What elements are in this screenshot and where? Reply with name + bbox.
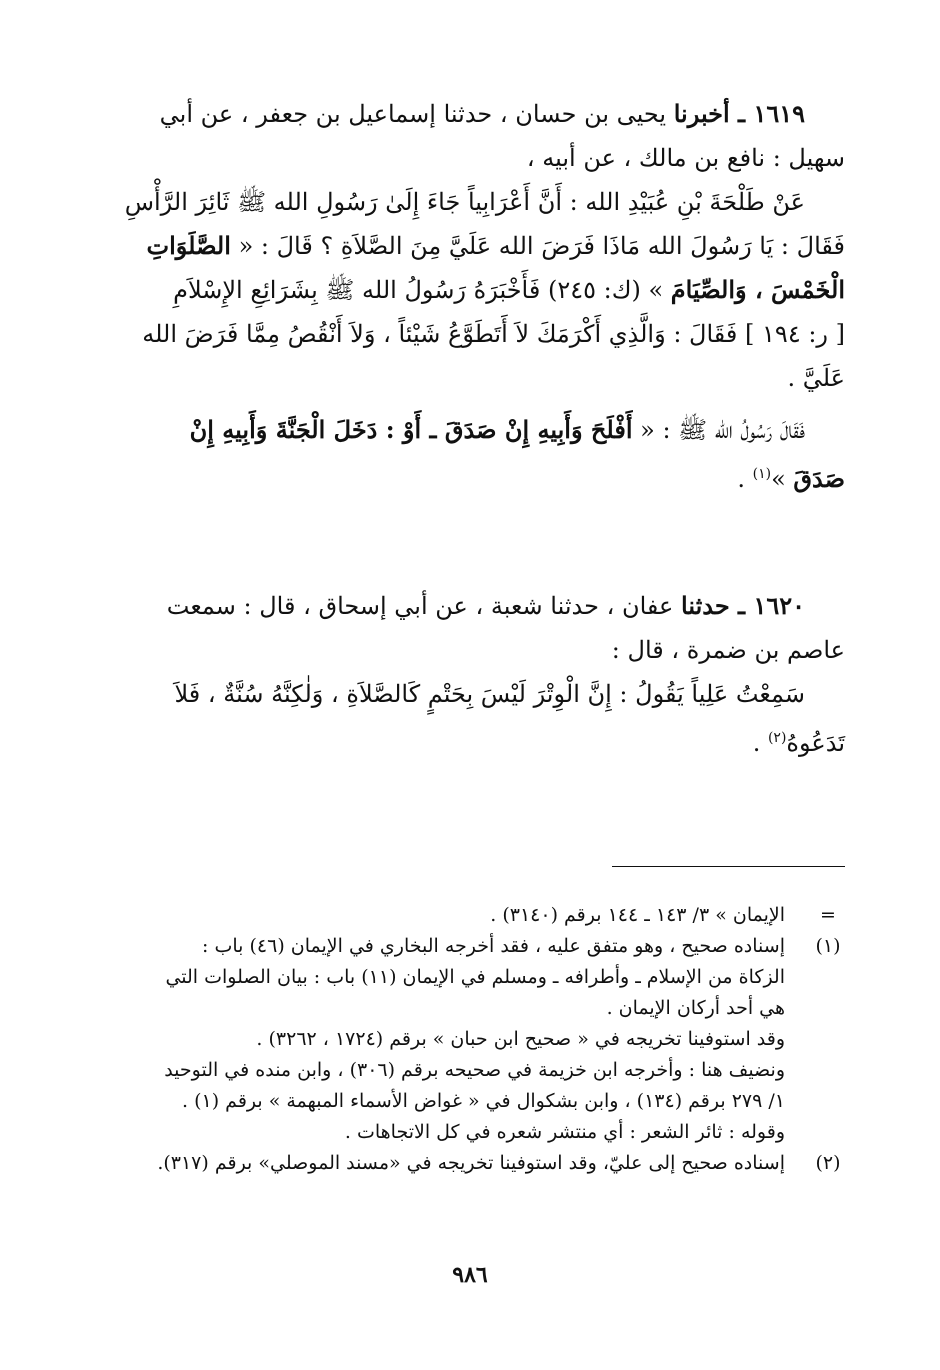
matn-text: » — [771, 465, 786, 493]
matn-bold-text: صَدَقَ — [793, 464, 845, 493]
matn-bold-text: الصَّلَوَاتِ — [146, 231, 231, 260]
matn-line: عَلَيَّ . — [787, 364, 845, 392]
matn-line — [75, 716, 845, 765]
footnote-2 — [75, 1148, 845, 1179]
footnote-line: ونضيف هنا : وأخرجه ابن خزيمة في صحيحه برقم (٣٠٦) ، وابن منده في التوحيد — [164, 1059, 785, 1081]
matn-line — [75, 408, 845, 452]
footnote-line: وقد استوفينا تخريجه في « صحيح ابن حبان » برقم (١٧٢٤ ، ٣٢٦٢) . — [256, 1028, 785, 1050]
chain-text: يحيى بن حسان ، حدثنا إسماعيل بن جعفر ، عن أبي — [159, 100, 667, 128]
matn-text: . — [752, 729, 768, 757]
hadith-chain-line: ١٦١٩ ـ أخبرنا يحيى بن حسان ، حدثنا إسماعيل بن جعفر ، عن أبي — [159, 99, 805, 128]
hadith-chain-line: ١٦٢٠ ـ حدثنا عفان ، حدثنا شعبة ، عن أبي إسحاق ، قال : سمعت — [166, 591, 805, 620]
footnote-ref[interactable]: (١) — [752, 466, 772, 482]
footnote-line: هي أحد أركان الإيمان . — [606, 997, 785, 1019]
footnote-continuation — [75, 900, 845, 931]
hadith-number: ١٦٢٠ — [753, 591, 805, 620]
footnote-mark: = — [820, 904, 836, 926]
matn-text: فَقَالَ رَسُولُ الله ﷺ : « — [640, 416, 805, 444]
matn-text: تَدَعُوهُ — [786, 729, 845, 757]
footnote-line: ١/ ٢٧٩ برقم (١٣٤) ، وابن بشكوال في « غواض الأسماء المبهمة » برقم (١) . — [182, 1090, 785, 1112]
matn-line — [75, 224, 845, 268]
footnote-mark: (٢) — [815, 1152, 841, 1174]
chain-text-line2: عاصم بن ضمرة ، قال : — [611, 636, 845, 664]
matn-bold-text: الْخَمْسَ ، وَالصِّيَامَ — [670, 275, 845, 304]
chain-lead-word: حدثنا — [681, 591, 730, 620]
matn-text: . — [737, 465, 753, 493]
matn-text: فَقَالَ : يَا رَسُولَ الله مَاذَا فَرَضَ الله عَلَيَّ مِنَ الصَّلاَةِ ؟ قَالَ : « — [238, 232, 845, 260]
matn-line — [75, 268, 845, 312]
footnote-mark: (١) — [815, 935, 841, 957]
matn-bold-text: أَفْلَحَ وَأَبِيهِ إِنْ صَدَقَ ـ أَوْ : دَخَلَ الْجَنَّةَ وَأَبِيهِ إِنْ — [189, 415, 633, 444]
matn-line: [ ر: ١٩٤ ] فَقَالَ : وَالَّذِي أَكْرَمَكَ لاَ أَتَطَوَّعُ شَيْئاً ، وَلاَ أَنْقُصُ مِمَّا فَرَضَ الله — [142, 320, 845, 348]
footnote-line: الإيمان » ٣/ ١٤٣ ـ ١٤٤ برقم (٣١٤٠) . — [490, 904, 785, 926]
footnotes — [75, 900, 845, 1179]
footnote-line: إسناده صحيح ، وهو متفق عليه ، فقد أخرجه البخاري في الإيمان (٤٦) باب : — [202, 935, 785, 957]
hadith-1619 — [75, 92, 845, 501]
footnote-line: الزكاة من الإسلام ـ وأطرافه ـ ومسلم في الإيمان (١١) باب : بيان الصلوات التي — [165, 966, 785, 988]
footnote-ref[interactable]: (٢) — [767, 730, 787, 746]
chain-lead-word: أخبرنا — [673, 99, 730, 128]
matn-text: » (ك: ٢٤٥) فَأَخْبَرَهُ رَسُولُ الله ﷺ بِشَرَائِعِ الإِسْلاَمِ — [173, 276, 664, 304]
hadith-1620 — [75, 584, 845, 765]
matn-line — [75, 452, 845, 501]
matn-line: سَمِعْتُ عَلِياً يَقُولُ : إِنَّ الْوِتْرَ لَيْسَ بِحَتْمٍ كَالصَّلاَةِ ، وَلٰكِنَّهُ سُنَّةٌ ، فَلاَ — [174, 680, 805, 708]
chain-text: عفان ، حدثنا شعبة ، عن أبي إسحاق ، قال : سمعت — [166, 592, 674, 620]
chain-text-line2: سهيل : نافع بن مالك ، عن أبيه ، — [526, 144, 845, 172]
footnote-line: إسناده صحيح إلى عليّ، وقد استوفينا تخريجه في «مسند الموصلي» برقم (٣١٧). — [157, 1152, 785, 1174]
footnote-1 — [75, 931, 845, 1148]
page-number: ٩٨٦ — [452, 1262, 488, 1288]
matn-line: عَنْ طَلْحَةَ بْنِ عُبَيْدِ الله : أَنَّ أَعْرَابِياً جَاءَ إِلَىٰ رَسُولِ الله ﷺ ثَائِرَ الرَّأْسِ — [124, 188, 805, 216]
footnote-separator — [612, 866, 845, 867]
hadith-number: ١٦١٩ — [753, 99, 805, 128]
footnote-line: وقوله : ثائر الشعر : أي منتشر شعره في كل الاتجاهات . — [344, 1121, 785, 1143]
